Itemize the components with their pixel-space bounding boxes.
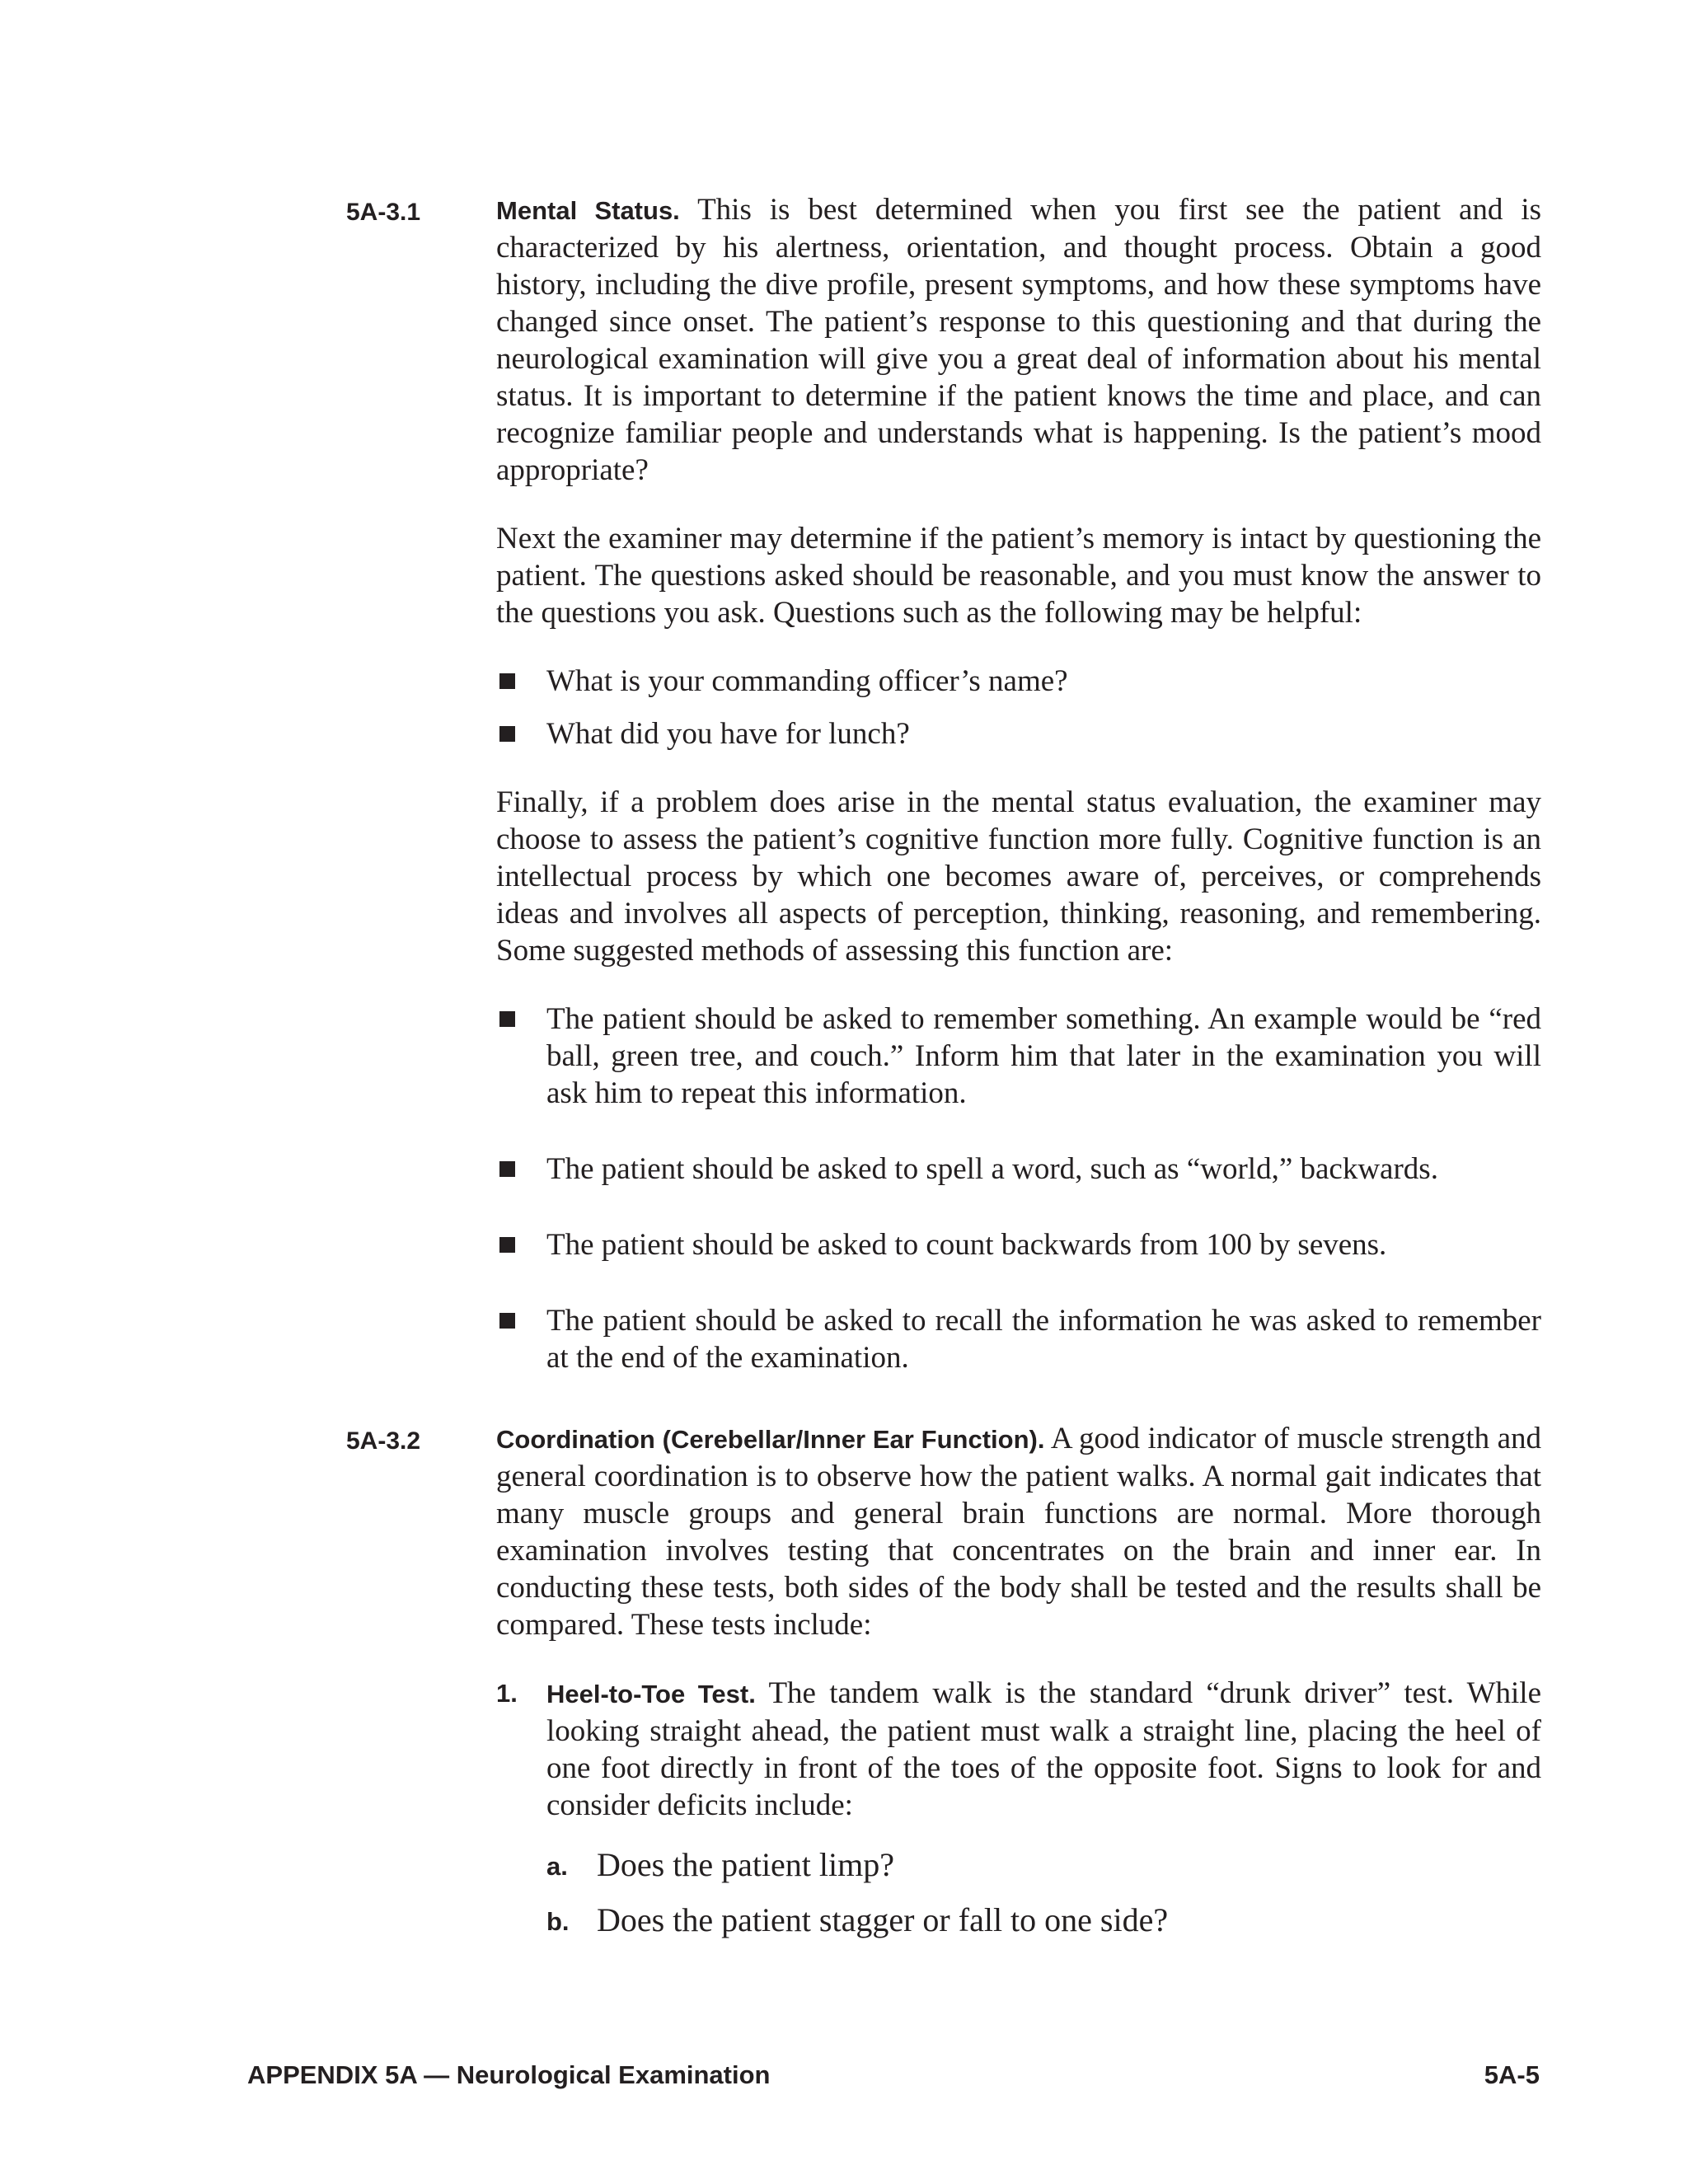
test-text: The tandem walk is the standard “drunk driver” test. While looking straight ahead, the patient must walk a straight line, placing the heel of one foot directly in front of the toes of the opposite foot. Signs to look for and consider deficits include: (546, 1676, 1541, 1822)
list-item (546, 1844, 1541, 1886)
square-bullet-icon (499, 1011, 515, 1027)
list-item-text: Does the patient stagger or fall to one side? (597, 1901, 1169, 1938)
square-bullet-icon (499, 1161, 515, 1177)
section-body (496, 1420, 1541, 1941)
page-number: 5A-5 (1484, 2060, 1540, 2089)
section-intro-paragraph (496, 191, 1541, 489)
list-item (496, 663, 1541, 700)
list-item (496, 1226, 1541, 1263)
list-item-text: What did you have for lunch? (546, 717, 910, 751)
list-letter: a. (546, 1852, 568, 1881)
square-bullet-icon (499, 726, 515, 742)
section-title: Mental Status. (496, 196, 680, 225)
footer-title: APPENDIX 5A — Neurological Examination (247, 2060, 771, 2089)
list-item (546, 1900, 1541, 1941)
list-item-text: Does the patient limp? (597, 1846, 895, 1883)
method-list (496, 1001, 1541, 1376)
section-intro-text: This is best determined when you first see the patient and is characterized by his alertness, orientation, and thought process. Obtain a good history, including the dive profile, present symptoms, and how these symptoms have changed since onset. The patient’s response to this questioning and that during the neurological examination will give you a great deal of information about his mental status. It is important to determine if the patient knows the time and place, and can recognize familiar people and understands what is happening. Is the patient’s mood appropriate? (496, 193, 1541, 487)
list-item (496, 1001, 1541, 1112)
memory-paragraph: Next the examiner may determine if the patient’s memory is intact by questioning the patient. The questions asked should be reasonable, and you must know the answer to the questions you ask. Questions such as the following may be helpful: (496, 522, 1541, 630)
list-letter: b. (546, 1907, 570, 1936)
square-bullet-icon (499, 673, 515, 689)
list-item (496, 1302, 1541, 1376)
section-number: 5A-3.2 (346, 1427, 421, 1455)
list-item-text: The patient should be asked to remember something. An example would be “red ball, green tree, and couch.” Inform him that later in the examination you will ask him to repeat this information. (546, 1002, 1541, 1110)
section-body (496, 191, 1541, 1376)
section-title: Coordination (Cerebellar/Inner Ear Function). (496, 1425, 1045, 1454)
list-item (496, 715, 1541, 752)
test-title: Heel-to-Toe Test. (546, 1680, 756, 1708)
cognitive-paragraph: Finally, if a problem does arise in the mental status evaluation, the examiner may choose to assess the patient’s cognitive function more fully. Cognitive function is an intellectual process by which one becomes aware of, perceives, or comprehends ideas and involves all aspects of perception, thinking, reasoning, and remembering. Some suggested methods of assessing this function are: (496, 785, 1541, 968)
list-item-text: The patient should be asked to count backwards from 100 by sevens. (546, 1228, 1387, 1262)
signs-list (496, 1844, 1541, 1941)
heel-to-toe-test-item (496, 1675, 1541, 1824)
list-item-text: The patient should be asked to spell a word, such as “world,” backwards. (546, 1152, 1438, 1186)
question-list (496, 663, 1541, 752)
section-intro-paragraph (496, 1420, 1541, 1643)
section-intro-text: A good indicator of muscle strength and general coordination is to observe how the patient walks. A normal gait indicates that many muscle groups and general brain functions are normal. More thorough examination involves testing that concentrates on the brain and inner ear. In conducting these tests, both sides of the body shall be tested and the results shall be compared. These tests include: (496, 1422, 1541, 1642)
section-number: 5A-3.1 (346, 199, 421, 226)
square-bullet-icon (499, 1237, 515, 1253)
list-item-text: The patient should be asked to recall the information he was asked to remember at the end of the examination. (546, 1304, 1541, 1375)
square-bullet-icon (499, 1313, 515, 1329)
list-item-text: What is your commanding officer’s name? (546, 664, 1068, 698)
list-number: 1. (496, 1679, 518, 1708)
list-item (496, 1151, 1541, 1188)
